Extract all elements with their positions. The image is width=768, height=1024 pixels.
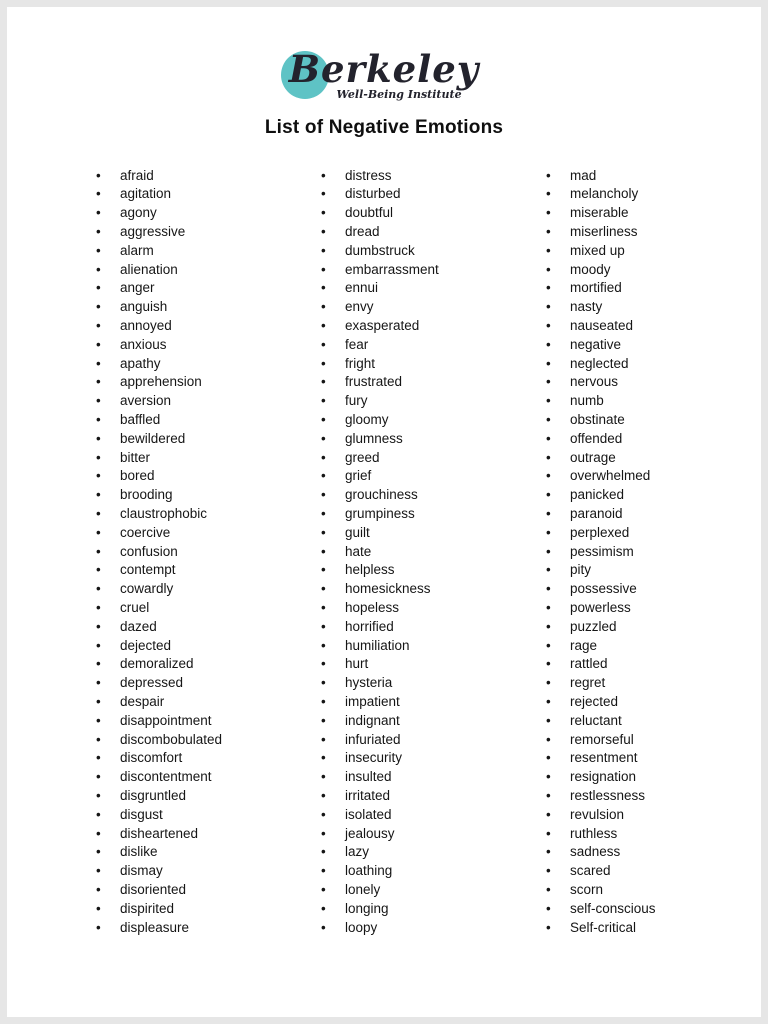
emotion-item: • dread bbox=[318, 223, 543, 242]
emotion-item: • Self-critical bbox=[543, 919, 768, 938]
emotion-item: • miserable bbox=[543, 204, 768, 223]
emotion-item: • jealousy bbox=[318, 825, 543, 844]
emotion-item: • despair bbox=[93, 693, 318, 712]
emotion-item: • demoralized bbox=[93, 655, 318, 674]
emotion-item: • loopy bbox=[318, 919, 543, 938]
emotion-item: • exasperated bbox=[318, 317, 543, 336]
emotion-item: • melancholy bbox=[543, 185, 768, 204]
emotion-item: • dispirited bbox=[93, 900, 318, 919]
emotion-item: • self-conscious bbox=[543, 900, 768, 919]
emotion-item: • alienation bbox=[93, 261, 318, 280]
logo-brand-text: Berkeley bbox=[288, 47, 480, 91]
emotion-item: • impatient bbox=[318, 693, 543, 712]
emotion-item: • grouchiness bbox=[318, 486, 543, 505]
emotion-item: • negative bbox=[543, 336, 768, 355]
emotion-item: • fear bbox=[318, 336, 543, 355]
emotion-item: • apprehension bbox=[93, 373, 318, 392]
emotion-item: • anger bbox=[93, 279, 318, 298]
emotion-item: • disappointment bbox=[93, 712, 318, 731]
emotion-item: • humiliation bbox=[318, 637, 543, 656]
emotion-item: • isolated bbox=[318, 806, 543, 825]
emotion-item: • nervous bbox=[543, 373, 768, 392]
emotion-item: • irritated bbox=[318, 787, 543, 806]
emotion-item: • resentment bbox=[543, 749, 768, 768]
document-page bbox=[7, 7, 761, 1017]
emotion-item: • possessive bbox=[543, 580, 768, 599]
emotion-item: • disgust bbox=[93, 806, 318, 825]
emotion-item: • perplexed bbox=[543, 524, 768, 543]
emotion-item: • lazy bbox=[318, 843, 543, 862]
emotion-item: • dumbstruck bbox=[318, 242, 543, 261]
emotion-item: • discomfort bbox=[93, 749, 318, 768]
emotion-item: • scared bbox=[543, 862, 768, 881]
emotion-item: • obstinate bbox=[543, 411, 768, 430]
emotion-item: • dazed bbox=[93, 618, 318, 637]
logo-tagline-text: Well-Being Institute bbox=[336, 87, 462, 101]
emotion-item: • afraid bbox=[93, 167, 318, 186]
emotion-item: • distress bbox=[318, 167, 543, 186]
emotion-item: • brooding bbox=[93, 486, 318, 505]
emotion-item: • displeasure bbox=[93, 919, 318, 938]
emotion-item: • offended bbox=[543, 430, 768, 449]
emotion-item: • fury bbox=[318, 392, 543, 411]
emotion-item: • rage bbox=[543, 637, 768, 656]
emotion-item: • fright bbox=[318, 355, 543, 374]
emotion-item: • aggressive bbox=[93, 223, 318, 242]
emotion-item: • insecurity bbox=[318, 749, 543, 768]
emotion-item: • dejected bbox=[93, 637, 318, 656]
emotion-item: • scorn bbox=[543, 881, 768, 900]
emotion-item: • infuriated bbox=[318, 731, 543, 750]
emotion-item: • helpless bbox=[318, 561, 543, 580]
page-title: List of Negative Emotions bbox=[264, 116, 504, 138]
emotion-item: • insulted bbox=[318, 768, 543, 787]
emotion-item: • overwhelmed bbox=[543, 467, 768, 486]
emotion-item: • neglected bbox=[543, 355, 768, 374]
emotion-list-3 bbox=[543, 167, 768, 938]
emotion-item: • nasty bbox=[543, 298, 768, 317]
emotion-item: • greed bbox=[318, 449, 543, 468]
emotion-item: • restlessness bbox=[543, 787, 768, 806]
emotion-item: • annoyed bbox=[93, 317, 318, 336]
emotion-item: • numb bbox=[543, 392, 768, 411]
emotion-item: • outrage bbox=[543, 449, 768, 468]
emotion-item: • discombobulated bbox=[93, 731, 318, 750]
emotion-item: • nauseated bbox=[543, 317, 768, 336]
emotion-item: • guilt bbox=[318, 524, 543, 543]
emotion-item: • moody bbox=[543, 261, 768, 280]
emotion-item: • dislike bbox=[93, 843, 318, 862]
emotion-item: • panicked bbox=[543, 486, 768, 505]
emotion-item: • powerless bbox=[543, 599, 768, 618]
emotion-item: • disoriented bbox=[93, 881, 318, 900]
emotion-item: • disturbed bbox=[318, 185, 543, 204]
emotion-item: • hysteria bbox=[318, 674, 543, 693]
emotion-item: • agitation bbox=[93, 185, 318, 204]
emotion-item: • lonely bbox=[318, 881, 543, 900]
emotion-item: • mixed up bbox=[543, 242, 768, 261]
emotion-column-3 bbox=[543, 167, 768, 938]
emotion-item: • miserliness bbox=[543, 223, 768, 242]
emotion-item: • loathing bbox=[318, 862, 543, 881]
emotion-item: • cruel bbox=[93, 599, 318, 618]
emotion-item: • alarm bbox=[93, 242, 318, 261]
emotion-item: • puzzled bbox=[543, 618, 768, 637]
emotion-list-1 bbox=[93, 167, 318, 938]
emotion-item: • embarrassment bbox=[318, 261, 543, 280]
emotion-item: • baffled bbox=[93, 411, 318, 430]
emotion-item: • doubtful bbox=[318, 204, 543, 223]
emotion-item: • cowardly bbox=[93, 580, 318, 599]
emotion-column-2 bbox=[318, 167, 543, 938]
emotion-item: • hopeless bbox=[318, 599, 543, 618]
emotion-item: • reluctant bbox=[543, 712, 768, 731]
emotion-item: • hurt bbox=[318, 655, 543, 674]
emotion-item: • horrified bbox=[318, 618, 543, 637]
emotion-columns bbox=[7, 167, 761, 938]
emotion-item: • regret bbox=[543, 674, 768, 693]
emotion-item: • ruthless bbox=[543, 825, 768, 844]
emotion-item: • bewildered bbox=[93, 430, 318, 449]
berkeley-logo bbox=[289, 7, 480, 101]
emotion-item: • revulsion bbox=[543, 806, 768, 825]
emotion-item: • aversion bbox=[93, 392, 318, 411]
emotion-item: • envy bbox=[318, 298, 543, 317]
emotion-item: • disheartened bbox=[93, 825, 318, 844]
emotion-item: • agony bbox=[93, 204, 318, 223]
emotion-item: • ennui bbox=[318, 279, 543, 298]
emotion-item: • mad bbox=[543, 167, 768, 186]
emotion-item: • grief bbox=[318, 467, 543, 486]
emotion-list-2 bbox=[318, 167, 543, 938]
emotion-item: • homesickness bbox=[318, 580, 543, 599]
emotion-item: • hate bbox=[318, 543, 543, 562]
emotion-item: • frustrated bbox=[318, 373, 543, 392]
emotion-item: • bitter bbox=[93, 449, 318, 468]
emotion-item: • grumpiness bbox=[318, 505, 543, 524]
emotion-item: • anxious bbox=[93, 336, 318, 355]
emotion-item: • coercive bbox=[93, 524, 318, 543]
emotion-item: • remorseful bbox=[543, 731, 768, 750]
emotion-item: • gloomy bbox=[318, 411, 543, 430]
emotion-item: • discontentment bbox=[93, 768, 318, 787]
emotion-item: • longing bbox=[318, 900, 543, 919]
emotion-item: • rejected bbox=[543, 693, 768, 712]
emotion-item: • paranoid bbox=[543, 505, 768, 524]
emotion-item: • depressed bbox=[93, 674, 318, 693]
emotion-item: • anguish bbox=[93, 298, 318, 317]
emotion-item: • dismay bbox=[93, 862, 318, 881]
emotion-item: • contempt bbox=[93, 561, 318, 580]
emotion-item: • glumness bbox=[318, 430, 543, 449]
emotion-item: • apathy bbox=[93, 355, 318, 374]
emotion-item: • pessimism bbox=[543, 543, 768, 562]
emotion-column-1 bbox=[93, 167, 318, 938]
emotion-item: • disgruntled bbox=[93, 787, 318, 806]
emotion-item: • pity bbox=[543, 561, 768, 580]
emotion-item: • bored bbox=[93, 467, 318, 486]
emotion-item: • mortified bbox=[543, 279, 768, 298]
emotion-item: • resignation bbox=[543, 768, 768, 787]
emotion-item: • rattled bbox=[543, 655, 768, 674]
emotion-item: • sadness bbox=[543, 843, 768, 862]
emotion-item: • confusion bbox=[93, 543, 318, 562]
emotion-item: • indignant bbox=[318, 712, 543, 731]
emotion-item: • claustrophobic bbox=[93, 505, 318, 524]
